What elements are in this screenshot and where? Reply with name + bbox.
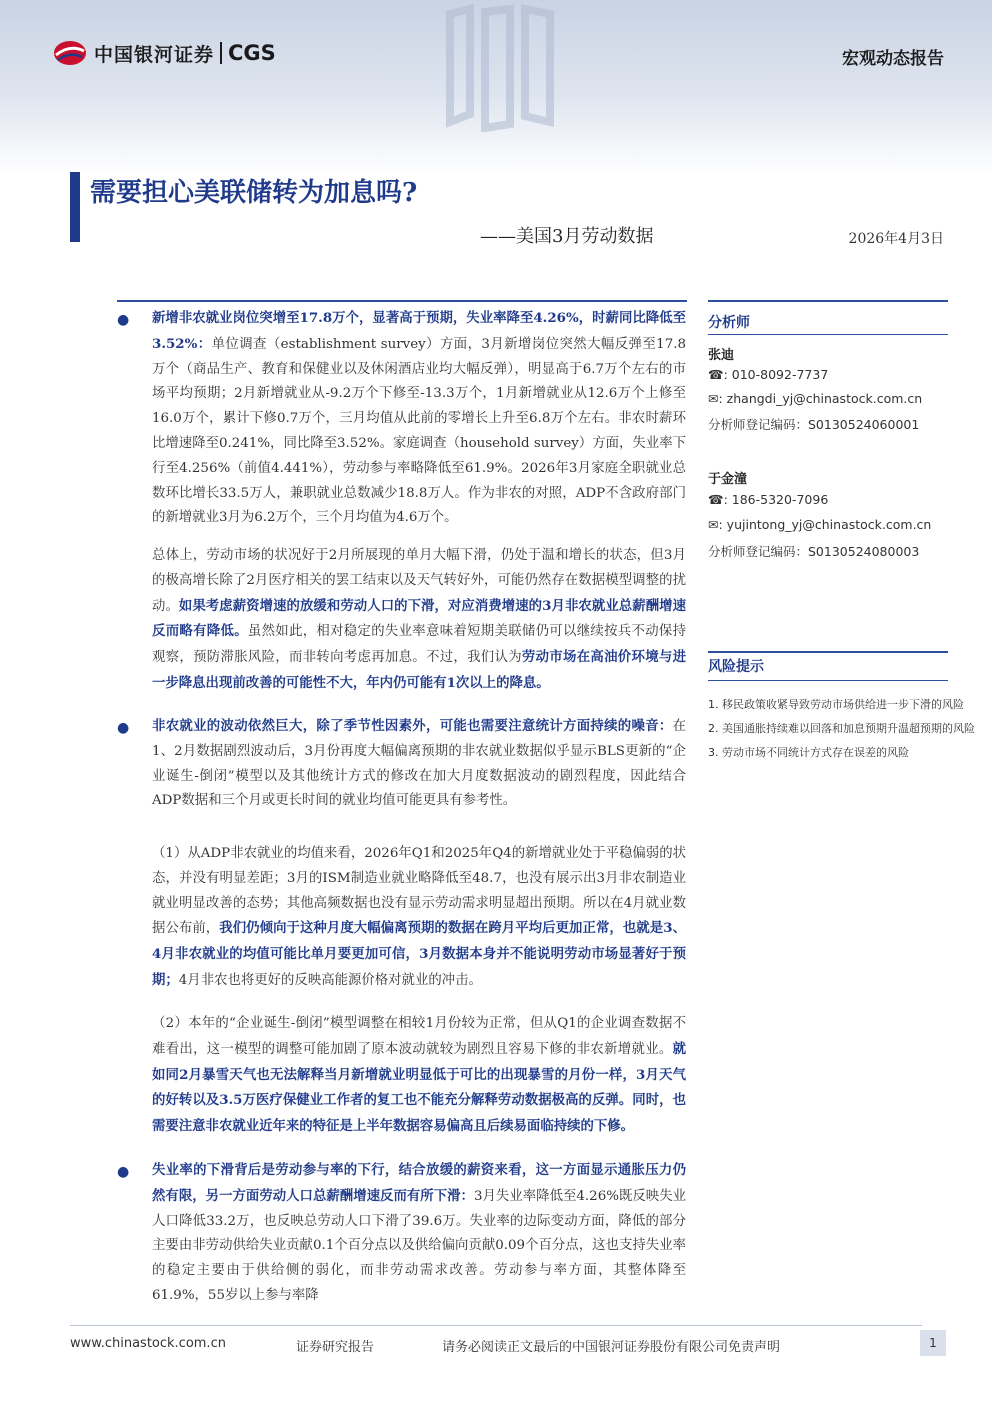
paragraph-2-body-a: 总体上，劳动市场的状况好于2月所展现的单月大幅下滑，仍处于温和增长的状态，但3月的极高增长除了2月医疗相关的罢工结束以及天气转好外，可能仍然存在数据模型调整的扰动。 [152, 548, 686, 614]
analyst-2-phone: ☎: 186-5320-7096 [708, 492, 829, 507]
paragraph-4-body-b: 4月非农也将更好的反映高能源价格对就业的冲击。 [178, 972, 482, 988]
paragraph-4-highlight: 我们仍倾向于这种月度大幅偏离预期的数据在跨月平均后更加正常，也就是3、4月非农就业的均值可能比单月要更加可信，3月数据本身并不能说明劳动市场显著好于预期； [152, 920, 686, 988]
analyst-1-cert: 分析师登记编码：S0130524060001 [708, 417, 920, 432]
email-icon: ✉: [708, 391, 727, 406]
cgs-watermark-logo [430, 4, 570, 132]
cgs-logo-icon [52, 38, 88, 68]
email-icon: ✉: [708, 517, 727, 532]
footer-label: 证券研究报告 [296, 1340, 375, 1355]
analyst-1-name: 张迪 [708, 348, 735, 363]
analyst-heading: 分析师 [708, 315, 750, 331]
paragraph-6-body: 3月失业率降低至4.26%既反映失业人口降低33.2万，也反映总劳动人口下滑了39.6万。失业率的边际变动方面，降低的部分主要由非劳动供给失业贡献0.1个百分点以及供给偏向贡献0.09个百分点，这也支持失业率的稳定主要由于供给侧的弱化，而非劳动需求改善。劳动参与率方面，其整体降至61.9%，55岁以上参与率降 [152, 1188, 687, 1303]
bullet-icon: ● [117, 720, 130, 736]
main-top-rule [117, 300, 687, 302]
risk-item: 1. 移民政策收紧导致劳动市场供给进一步下滑的风险 [708, 698, 964, 711]
risk-top-rule [708, 651, 948, 653]
paragraph-6 [152, 1158, 686, 1309]
risk-divider [708, 680, 948, 681]
paragraph-2-highlight-2: 劳动市场在高油价环境与进一步降息出现前改善的可能性不大，年内仍可能有1次以上的降息。 [152, 649, 686, 691]
page-number: 1 [920, 1330, 946, 1356]
title-accent-bar [70, 172, 80, 242]
risk-item: 3. 劳动市场不同统计方式存在误差的风险 [708, 746, 909, 759]
risk-item: 2. 美国通胀持续难以回落和加息预期升温超预期的风险 [708, 722, 975, 735]
phone-icon: ☎: [708, 367, 732, 382]
analyst-2-name: 于金潼 [708, 472, 748, 487]
page-subtitle: ——美国3月劳动数据 [480, 226, 654, 247]
analyst-1-email[interactable]: ✉: zhangdi_yj@chinastock.com.cn [708, 391, 923, 406]
analyst-2-email[interactable]: ✉: yujintong_yj@chinastock.com.cn [708, 517, 932, 532]
analyst-top-rule [708, 300, 948, 302]
bullet-icon: ● [117, 312, 130, 328]
bullet-icon: ● [117, 1164, 130, 1180]
footer-website[interactable]: www.chinastock.com.cn [70, 1336, 226, 1351]
logo-divider [220, 42, 222, 64]
paragraph-4 [152, 842, 686, 994]
paragraph-1-lead: 新增非农就业岗位突增至17.8万个，显著高于预期，失业率降至4.26%，时薪同比降低至3.52%： [152, 310, 686, 352]
analyst-1-phone: ☎: 010-8092-7737 [708, 367, 829, 382]
phone-icon: ☎: [708, 492, 732, 507]
paragraph-6-lead: 失业率的下滑背后是劳动参与率的下行，结合放缓的薪资来看，这一方面显示通胀压力仍然有限，另一方面劳动人口总薪酬增速反而有所下滑： [152, 1162, 686, 1204]
company-logo [52, 38, 276, 68]
paragraph-3-body: 在1、2月数据剧烈波动后，3月份再度大幅偏离预期的非农就业数据似乎显示BLS更新的“企业诞生-倒闭”模型以及其他统计方式的修改在加大月度数据波动的剧烈程度，因此结合ADP数据和三个月或更长时间的就业均值可能更具有参考性。 [152, 719, 686, 809]
paragraph-1-body: 单位调查（establishment survey）方面，3月新增岗位突然大幅反弹至17.8万个（商品生产、教育和保健业以及休闲酒店业均大幅反弹），明显高于6.7万个左右的市场平均预期；2月新增就业从-9.2万个下修至-13.3万个，1月新增就业从12.6万个上修至16.0万个，累计下修0.7万个，三月均值从此前的零增长上升至6.8万个左右。非农时薪环比增速降至0.241%，同比降至3.52%。家庭调查（household survey）方面，失业率下行至4.256%（前值4.441%），劳动参与率略降低至61.9%。2026年3月家庭全职就业总数环比增长33.5万人，兼职就业总数减少18.8万人。作为非农的对照，ADP不含政府部门的新增就业3月为6.2万个，三个月均值为4.6万个。 [152, 336, 686, 526]
paragraph-3 [152, 714, 686, 814]
report-date: 2026年4月3日 [848, 231, 944, 247]
logo-text-en: CGS [228, 41, 276, 65]
page-title: 需要担心美联储转为加息吗? [90, 178, 418, 208]
paragraph-3-lead: 非农就业的波动依然巨大，除了季节性因素外，可能也需要注意统计方面持续的噪音： [152, 718, 673, 734]
paragraph-5-highlight: 就如同2月暴雪天气也无法解释当月新增就业明显低于可比的出现暴雪的月份一样，3月天气的好转以及3.5万医疗保健业工作者的复工也不能充分解释劳动数据极高的反弹。同时，也需要注意非农就业近年来的特征是上半年数据容易偏高且后续易面临持续的下修。 [152, 1040, 686, 1135]
analyst-divider [708, 334, 948, 335]
paragraph-4-body-a: （1）从ADP非农就业的均值来看，2026年Q1和2025年Q4的新增就业处于平稳偏弱的状态，并没有明显差距；3月的ISM制造业就业略降低至48.7，也没有展示出3月非农制造业就业明显改善的态势；其他高频数据也没有显示劳动需求明显超出预期。所以在4月就业数据公布前， [152, 846, 686, 937]
analyst-2-cert: 分析师登记编码：S0130524080003 [708, 544, 920, 559]
footer-rule [70, 1325, 922, 1326]
footer-disclaimer: 请务必阅读正文最后的中国银河证券股份有限公司免责声明 [442, 1340, 781, 1355]
risk-heading: 风险提示 [708, 659, 764, 675]
paragraph-2-body-b: 虽然如此，相对稳定的失业率意味着短期美联储仍可以继续按兵不动保持观察，预防滞胀风险，而非转向考虑再加息。不过，我们认为 [152, 624, 687, 666]
paragraph-5 [152, 1012, 686, 1140]
paragraph-5-body-a: （2）本年的“企业诞生-倒闭”模型调整在相较1月份较为正常，但从Q1的企业调查数据不难看出，这一模型的调整可能加剧了原本波动就较为剧烈且容易下修的非农新增就业。 [152, 1016, 686, 1057]
report-type: 宏观动态报告 [842, 49, 944, 69]
paragraph-1 [152, 306, 686, 531]
paragraph-2-highlight: 如果考虑薪资增速的放缓和劳动人口的下滑，对应消费增速的3月非农就业总薪酬增速反而略有降低。 [152, 597, 686, 640]
paragraph-2 [152, 544, 686, 697]
logo-text-cn: 中国银河证券 [94, 43, 215, 66]
